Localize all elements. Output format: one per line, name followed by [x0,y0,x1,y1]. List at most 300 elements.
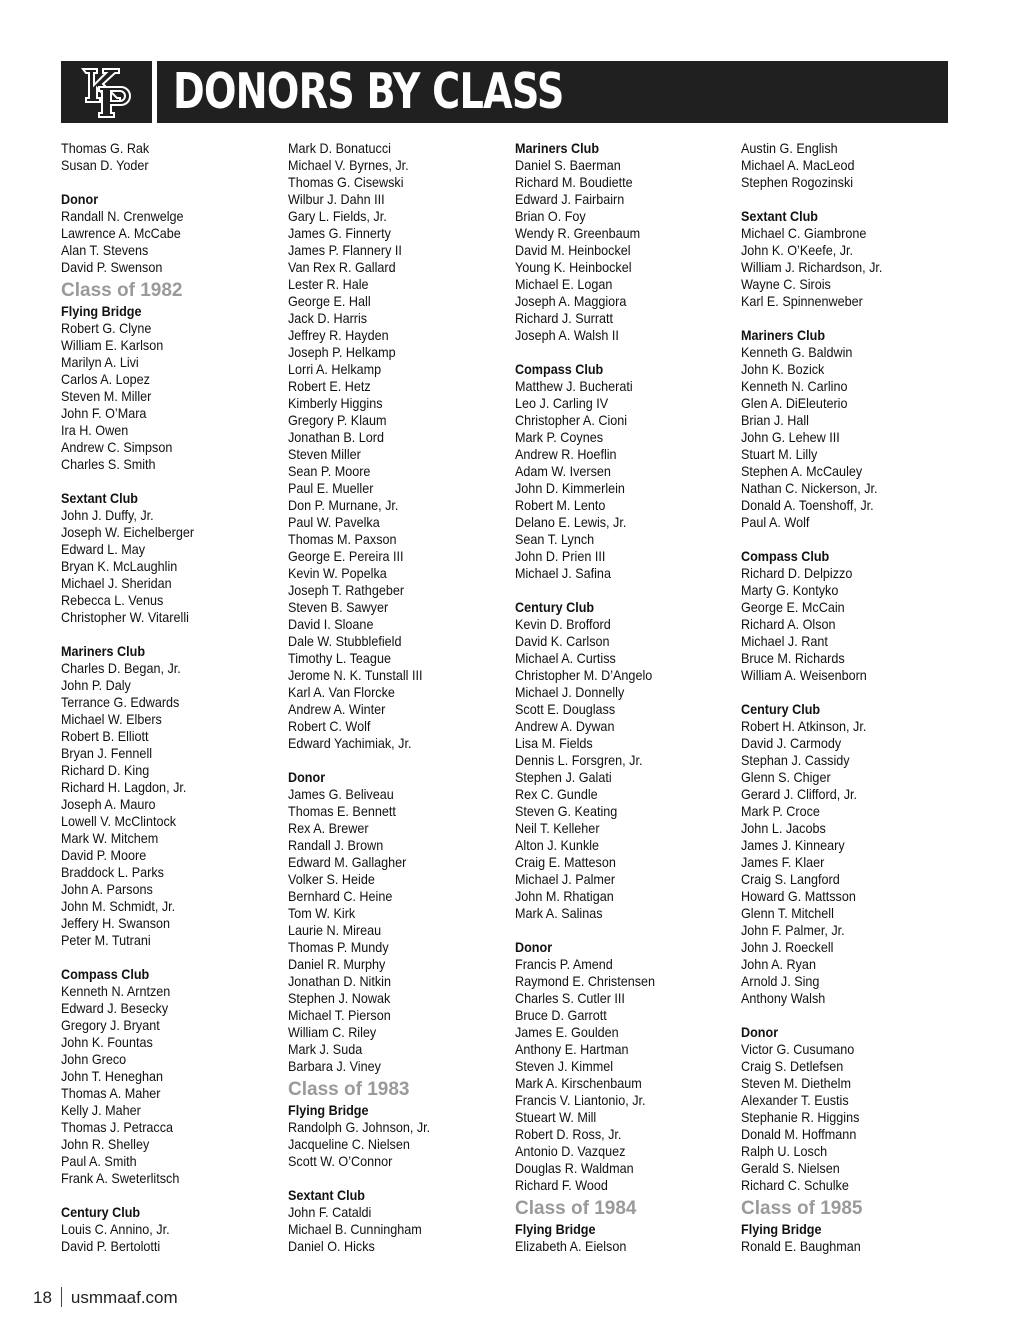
donor-name-text: Joseph P. Helkamp [288,344,396,360]
donor-name-text: Stephen J. Nowak [288,990,391,1006]
donor-name-text: Jack D. Harris [288,310,368,326]
donor-name [741,871,956,888]
donor-name [61,259,276,276]
donor-name [61,1238,276,1255]
spacer [61,473,276,490]
donor-name-text: Robert M. Lento [515,497,606,513]
donor-name-text: Anthony Walsh [741,990,826,1006]
donor-name-text: Alton J. Kunkle [515,837,600,853]
donor-name-text: Richard C. Schulke [741,1177,849,1193]
donor-name-text: Andrew R. Hoeflin [515,446,617,462]
donor-name-text: Francis V. Liantonio, Jr. [515,1092,646,1108]
donor-name [515,191,730,208]
donor-name [741,973,956,990]
donor-name-text: Tom W. Kirk [288,905,356,921]
donor-name-text: Alexander T. Eustis [741,1092,849,1108]
class-year-heading: Class of 1982 [61,280,183,301]
donor-name-text: Delano E. Lewis, Jr. [515,514,627,530]
donor-name-text: John G. Lehew III [741,429,840,445]
donor-name [741,922,956,939]
donor-name-text: Timothy L. Teague [288,650,391,666]
donor-name [61,728,276,745]
donor-name-text: Craig S. Detlefsen [741,1058,844,1074]
giving-level-heading [741,1024,956,1041]
donor-name [61,507,276,524]
donor-name [61,1102,276,1119]
donor-name-text: Steven Miller [288,446,361,462]
donor-name [515,548,730,565]
donor-name [61,592,276,609]
donor-name [515,735,730,752]
donor-name [741,361,956,378]
donor-name-text: James G. Beliveau [288,786,394,802]
donor-name [515,837,730,854]
donor-name [288,548,503,565]
donor-name-text: Thomas G. Cisewski [288,174,404,190]
donor-name-text: Dennis L. Forsgren, Jr. [515,752,643,768]
donor-name-text: George E. Hall [288,293,371,309]
donor-name-text: Robert E. Hetz [288,378,371,394]
level-heading-text: Sextant Club [288,1187,366,1203]
donor-name [61,1051,276,1068]
donor-name-text: Gerard J. Clifford, Jr. [741,786,858,802]
donor-name-text: Antonio D. Vazquez [515,1143,626,1159]
level-heading-text: Sextant Club [61,490,139,506]
footer-separator [61,1287,62,1307]
level-heading-text: Flying Bridge [741,1221,822,1237]
donor-name [515,208,730,225]
donor-name [515,463,730,480]
donor-name [741,1238,956,1255]
donor-name [288,276,503,293]
donor-name-text: Volker S. Heide [288,871,375,887]
donor-name-text: Stephan J. Cassidy [741,752,850,768]
donor-name-text: John A. Parsons [61,881,153,897]
donor-name [741,446,956,463]
donor-name-text: John F. O’Mara [61,405,147,421]
donor-name [741,616,956,633]
spacer [741,1007,956,1024]
giving-level-heading [515,939,730,956]
donor-name-text: James J. Kinneary [741,837,845,853]
spacer [741,684,956,701]
donor-name [515,480,730,497]
donor-name-text: David P. Bertolotti [61,1238,161,1254]
donor-name [61,354,276,371]
donor-name-text: Ronald E. Baughman [741,1238,861,1254]
donor-name-text: Sean T. Lynch [515,531,595,547]
giving-level-heading [288,1187,503,1204]
donor-name [515,650,730,667]
donor-name-text: Craig E. Matteson [515,854,616,870]
donor-name [288,463,503,480]
donor-name-text: Peter M. Tutrani [61,932,151,948]
giving-level-heading [288,1102,503,1119]
donor-name [741,939,956,956]
giving-level-heading [61,303,276,320]
donor-name [61,405,276,422]
donor-name [515,157,730,174]
donor-name-text: Rex C. Gundle [515,786,598,802]
spacer [741,191,956,208]
donor-name-text: Steven J. Kimmel [515,1058,614,1074]
donor-name-text: Edward Yachimiak, Jr. [288,735,412,751]
giving-level-heading [515,599,730,616]
donor-name-text: Kelly J. Maher [61,1102,141,1118]
donor-name-text: Christopher W. Vitarelli [61,609,189,625]
donor-name [741,480,956,497]
level-heading-text: Donor [61,191,99,207]
donor-name-text: Thomas J. Petracca [61,1119,174,1135]
donor-name-text: Stephen A. McCauley [741,463,863,479]
donor-name-text: Rex A. Brewer [288,820,369,836]
donor-name [515,395,730,412]
donor-name [515,327,730,344]
donor-name-text: Barbara J. Viney [288,1058,381,1074]
donor-name-text: Michael J. Donnelly [515,684,625,700]
donor-name-text: Robert D. Ross, Jr. [515,1126,622,1142]
donor-name [288,616,503,633]
donor-name [288,735,503,752]
donor-name-text: Charles D. Began, Jr. [61,660,181,676]
donor-name [515,293,730,310]
donor-name-text: Mark D. Bonatucci [288,140,391,156]
donor-name-text: Joseph A. Maggiora [515,293,627,309]
donor-name [741,1041,956,1058]
donor-name-text: Glenn S. Chiger [741,769,831,785]
donor-name-text: William J. Richardson, Jr. [741,259,883,275]
donor-name-text: Jonathan B. Lord [288,429,384,445]
donor-name-text: William C. Riley [288,1024,377,1040]
donor-name [288,854,503,871]
level-heading-text: Donor [515,939,553,955]
donor-name-text: James G. Finnerty [288,225,391,241]
class-year-heading: Class of 1985 [741,1198,863,1219]
level-heading-text: Flying Bridge [288,1102,369,1118]
donor-name [61,898,276,915]
donor-name-text: Andrew C. Simpson [61,439,173,455]
donor-name [741,293,956,310]
donor-name-text: Jacqueline C. Nielsen [288,1136,410,1152]
donor-name [288,650,503,667]
donor-name [741,582,956,599]
donor-name [61,388,276,405]
donor-name [288,1136,503,1153]
donor-name [288,1007,503,1024]
donor-name-text: Andrew A. Winter [288,701,386,717]
donor-name-text: Bryan J. Fennell [61,745,153,761]
donor-name-text: Thomas A. Maher [61,1085,161,1101]
spacer [61,949,276,966]
donor-name-text: Michael V. Byrnes, Jr. [288,157,409,173]
donor-name [741,599,956,616]
donor-name-text: John K. O’Keefe, Jr. [741,242,854,258]
donor-name-text: James F. Klaer [741,854,825,870]
donor-name [741,769,956,786]
donor-name [515,259,730,276]
donor-name-text: Charles S. Cutler III [515,990,625,1006]
donor-name [741,1109,956,1126]
donor-name [515,378,730,395]
donor-name-text: Christopher M. D’Angelo [515,667,653,683]
donor-name [515,820,730,837]
donor-name-text: Scott E. Douglass [515,701,616,717]
donor-name-text: Michael J. Sheridan [61,575,172,591]
donor-name-text: Richard D. King [61,762,150,778]
donor-name [741,429,956,446]
donor-name [288,582,503,599]
donor-name-text: Dale W. Stubblefield [288,633,402,649]
donor-name-text: Carlos A. Lopez [61,371,150,387]
donor-name [288,1119,503,1136]
donor-name [741,1177,956,1194]
donor-name-text: Susan D. Yoder [61,157,149,173]
donor-name-text: Robert B. Elliott [61,728,149,744]
donor-name-text: Thomas G. Rak [61,140,150,156]
donor-name-text: James P. Flannery II [288,242,402,258]
donor-name [61,864,276,881]
donor-name-text: Stephen J. Galati [515,769,612,785]
donor-name [288,310,503,327]
donor-name-text: Joseph A. Mauro [61,796,156,812]
level-heading-text: Sextant Club [741,208,819,224]
donor-name-text: Joseph W. Eichelberger [61,524,195,540]
page-footer [33,1286,178,1310]
donor-name [515,531,730,548]
donor-name-text: Don P. Murnane, Jr. [288,497,399,513]
donor-name-text: Stuart M. Lilly [741,446,818,462]
donor-name [515,973,730,990]
donor-name-text: John K. Fountas [61,1034,153,1050]
donor-name [288,1153,503,1170]
donor-name-text: Elizabeth A. Eielson [515,1238,627,1254]
donor-name-text: Lester R. Hale [288,276,369,292]
donor-name [288,956,503,973]
giving-level-heading [61,191,276,208]
donor-name-text: Charles S. Smith [61,456,156,472]
donor-name [288,1041,503,1058]
donor-name-text: David I. Sloane [288,616,374,632]
donor-name-text: Louis C. Annino, Jr. [61,1221,170,1237]
donor-name-text: Edward J. Fairbairn [515,191,625,207]
donor-name-text: Gerald S. Nielsen [741,1160,840,1176]
level-heading-text: Compass Club [515,361,604,377]
donor-name [515,1058,730,1075]
donor-name-text: Jeffrey R. Hayden [288,327,389,343]
donor-name-text: David J. Carmody [741,735,842,751]
spacer [741,531,956,548]
donor-name [288,429,503,446]
donor-name-text: Paul A. Wolf [741,514,810,530]
donor-name-text: Neil T. Kelleher [515,820,600,836]
donor-name-text: John R. Shelley [61,1136,150,1152]
donor-name-text: Gregory J. Bryant [61,1017,160,1033]
donor-name-text: Mark A. Kirschenbaum [515,1075,642,1091]
donor-name-text: Kenneth N. Arntzen [61,983,171,999]
donor-name-text: Gary L. Fields, Jr. [288,208,387,224]
donor-name [288,939,503,956]
donor-name [61,439,276,456]
donor-name [61,1136,276,1153]
donor-name-text: David M. Heinbockel [515,242,631,258]
donor-name-text: Bruce M. Richards [741,650,845,666]
donor-name [515,905,730,922]
donor-name-text: Wilbur J. Dahn III [288,191,385,207]
donor-name [61,320,276,337]
donor-name [288,157,503,174]
donor-name [741,514,956,531]
donor-name [515,1075,730,1092]
donor-name [515,990,730,1007]
donor-name-text: John A. Ryan [741,956,816,972]
donor-name-text: Francis P. Amend [515,956,613,972]
donor-name-text: Michael C. Giambrone [741,225,867,241]
donor-name [61,847,276,864]
donor-column-3 [515,140,730,1270]
donor-name-text: Raymond E. Christensen [515,973,656,989]
donor-name-text: Michael J. Palmer [515,871,616,887]
donor-name-text: John K. Bozick [741,361,825,377]
donor-name-text: Glenn T. Mitchell [741,905,834,921]
donor-name [741,803,956,820]
donor-name-text: Wendy R. Greenbaum [515,225,641,241]
donor-name-text: Ira H. Owen [61,422,129,438]
donor-name [741,990,956,1007]
donor-name-text: Jerome N. K. Tunstall III [288,667,423,683]
donor-name [741,157,956,174]
donor-name [515,1092,730,1109]
donor-name [741,259,956,276]
page-title: DONORS BY CLASS [173,63,564,120]
donor-name-text: Thomas E. Bennett [288,803,396,819]
donor-name-text: Mark A. Salinas [515,905,603,921]
donor-name [515,667,730,684]
donor-name [515,1007,730,1024]
donor-name [61,422,276,439]
donor-name [288,565,503,582]
donor-name [288,1024,503,1041]
donor-name-text: John P. Daly [61,677,131,693]
donor-name-text: Rebecca L. Venus [61,592,164,608]
donor-name [741,378,956,395]
giving-level-heading [515,140,730,157]
donor-name [515,1126,730,1143]
donor-name [288,701,503,718]
donor-name [61,558,276,575]
donor-name [288,514,503,531]
donor-name-text: John J. Roeckell [741,939,834,955]
spacer [515,922,730,939]
level-heading-text: Mariners Club [515,140,600,156]
donor-name-text: Kimberly Higgins [288,395,383,411]
spacer [61,1187,276,1204]
donor-name-text: Jonathan D. Nitkin [288,973,391,989]
donor-name-text: John F. Palmer, Jr. [741,922,845,938]
level-heading-text: Compass Club [741,548,830,564]
donor-name [288,259,503,276]
donor-name-text: Brian J. Hall [741,412,809,428]
donor-name-text: Thomas P. Mundy [288,939,389,955]
donor-name [288,327,503,344]
donor-name [515,1160,730,1177]
donor-name-text: Douglas R. Waldman [515,1160,634,1176]
spacer [741,310,956,327]
donor-name [288,344,503,361]
donor-name-text: Michael T. Pierson [288,1007,391,1023]
donor-name [61,371,276,388]
donor-name-text: Bernhard C. Heine [288,888,393,904]
donor-name-text: Richard D. Delpizzo [741,565,853,581]
donor-name-text: Thomas M. Paxson [288,531,397,547]
donor-name-text: Laurie N. Mireau [288,922,382,938]
donor-name [288,599,503,616]
donor-name [515,854,730,871]
donor-name [61,779,276,796]
donor-name-text: Michael W. Elbers [61,711,162,727]
donor-name-text: Mark P. Coynes [515,429,604,445]
donor-name-text: David P. Swenson [61,259,163,275]
donor-name-text: Howard G. Mattsson [741,888,856,904]
donor-name-text: Ralph U. Losch [741,1143,828,1159]
donor-name [288,837,503,854]
donor-name [61,915,276,932]
donor-name-text: Nathan C. Nickerson, Jr. [741,480,878,496]
donor-name [515,786,730,803]
donor-name-text: Michael B. Cunningham [288,1221,422,1237]
donor-name-text: Stephanie R. Higgins [741,1109,860,1125]
donor-name-text: Leo J. Carling IV [515,395,609,411]
donor-name-text: Karl A. Van Florcke [288,684,395,700]
donor-name-text: Austin G. English [741,140,838,156]
donor-name-text: Paul E. Mueller [288,480,374,496]
donor-name-text: John D. Prien III [515,548,606,564]
donor-name [515,497,730,514]
donor-name-text: Stephen Rogozinski [741,174,854,190]
donor-name [288,888,503,905]
donor-name-text: Steven G. Keating [515,803,618,819]
donor-name-text: Kevin D. Brofford [515,616,611,632]
donor-name-text: William A. Weisenborn [741,667,867,683]
donor-name [288,786,503,803]
donor-name-text: Richard H. Lagdon, Jr. [61,779,187,795]
donor-name [741,565,956,582]
donor-name [515,412,730,429]
spacer [288,1170,503,1187]
donor-name [61,1068,276,1085]
donor-name-text: Matthew J. Bucherati [515,378,633,394]
donor-name [288,208,503,225]
donor-name [61,813,276,830]
donor-name [741,140,956,157]
donor-name [515,310,730,327]
spacer [61,626,276,643]
donor-name-text: Edward M. Gallagher [288,854,407,870]
donor-name-text: Daniel S. Baerman [515,157,621,173]
donor-name [61,225,276,242]
donor-name [515,752,730,769]
donor-name [288,718,503,735]
footer-site-link[interactable]: usmmaaf.com [70,1288,178,1307]
donor-name-text: Steven B. Sawyer [288,599,389,615]
donor-name-text: Randall J. Brown [288,837,384,853]
donor-name-text: Bruce D. Garrott [515,1007,607,1023]
donor-name-text: Joseph A. Walsh II [515,327,619,343]
donor-name [515,225,730,242]
donor-name [515,174,730,191]
donor-name [61,1153,276,1170]
donor-name [288,1058,503,1075]
donor-name-text: Victor G. Cusumano [741,1041,855,1057]
